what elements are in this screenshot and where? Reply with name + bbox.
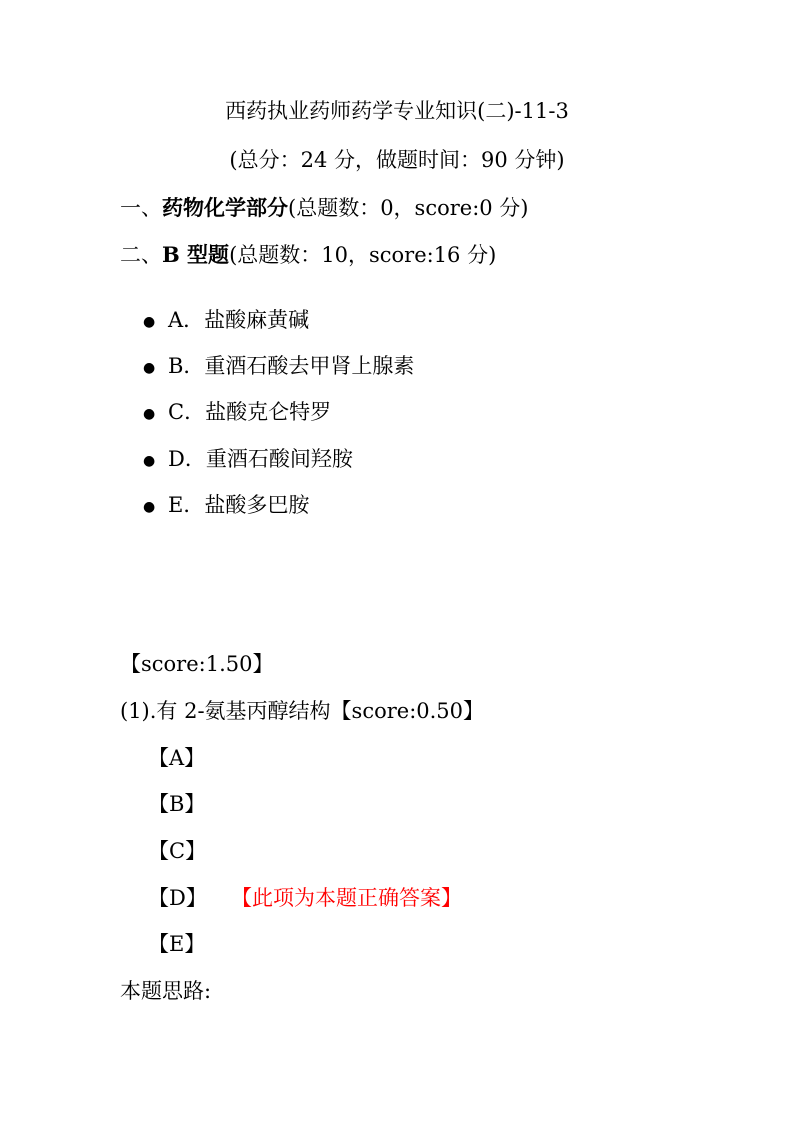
choice-c: 【C】: [148, 839, 207, 863]
option-b-text: B．重酒石酸去甲肾上腺素: [168, 354, 415, 378]
bullet-icon: ●: [143, 360, 156, 376]
section-1-name: 药物化学部分: [162, 195, 288, 220]
explanation-label: 本题思路:: [120, 979, 212, 1003]
bullet-icon: ●: [143, 453, 156, 469]
bullet-icon: ●: [143, 499, 156, 515]
document-subtitle: (总分：24 分，做题时间：90 分钟): [229, 148, 565, 172]
section-2-meta: (总题数：10，score:16 分): [229, 243, 497, 267]
section-heading-2: [120, 242, 496, 268]
option-d-text: D．重酒石酸间羟胺: [168, 447, 353, 471]
correct-answer-mark: 【此项为本题正确答案】: [231, 886, 462, 910]
question-text: (1).有 2-氨基丙醇结构【score:0.50】: [120, 699, 485, 723]
choice-d: 【D】: [148, 886, 207, 910]
document-title: 西药执业药师药学专业知识(二)-11-3: [225, 99, 569, 123]
section-heading-1: [120, 195, 529, 221]
section-1-meta: (总题数：0，score:0 分): [288, 196, 529, 220]
option-e-text: E．盐酸多巴胺: [168, 493, 310, 517]
choice-a: 【A】: [148, 746, 206, 770]
section-2-name: B 型题: [162, 242, 230, 267]
bullet-icon: ●: [143, 314, 156, 330]
choice-e: 【E】: [148, 932, 206, 956]
section-2-label: 二、: [120, 243, 162, 267]
choice-b: 【B】: [148, 792, 206, 816]
option-a-text: A．盐酸麻黄碱: [168, 308, 310, 332]
group-score: 【score:1.50】: [120, 652, 274, 676]
bullet-icon: ●: [143, 406, 156, 422]
section-1-label: 一、: [120, 196, 162, 220]
option-c-text: C．盐酸克仑特罗: [168, 400, 332, 424]
